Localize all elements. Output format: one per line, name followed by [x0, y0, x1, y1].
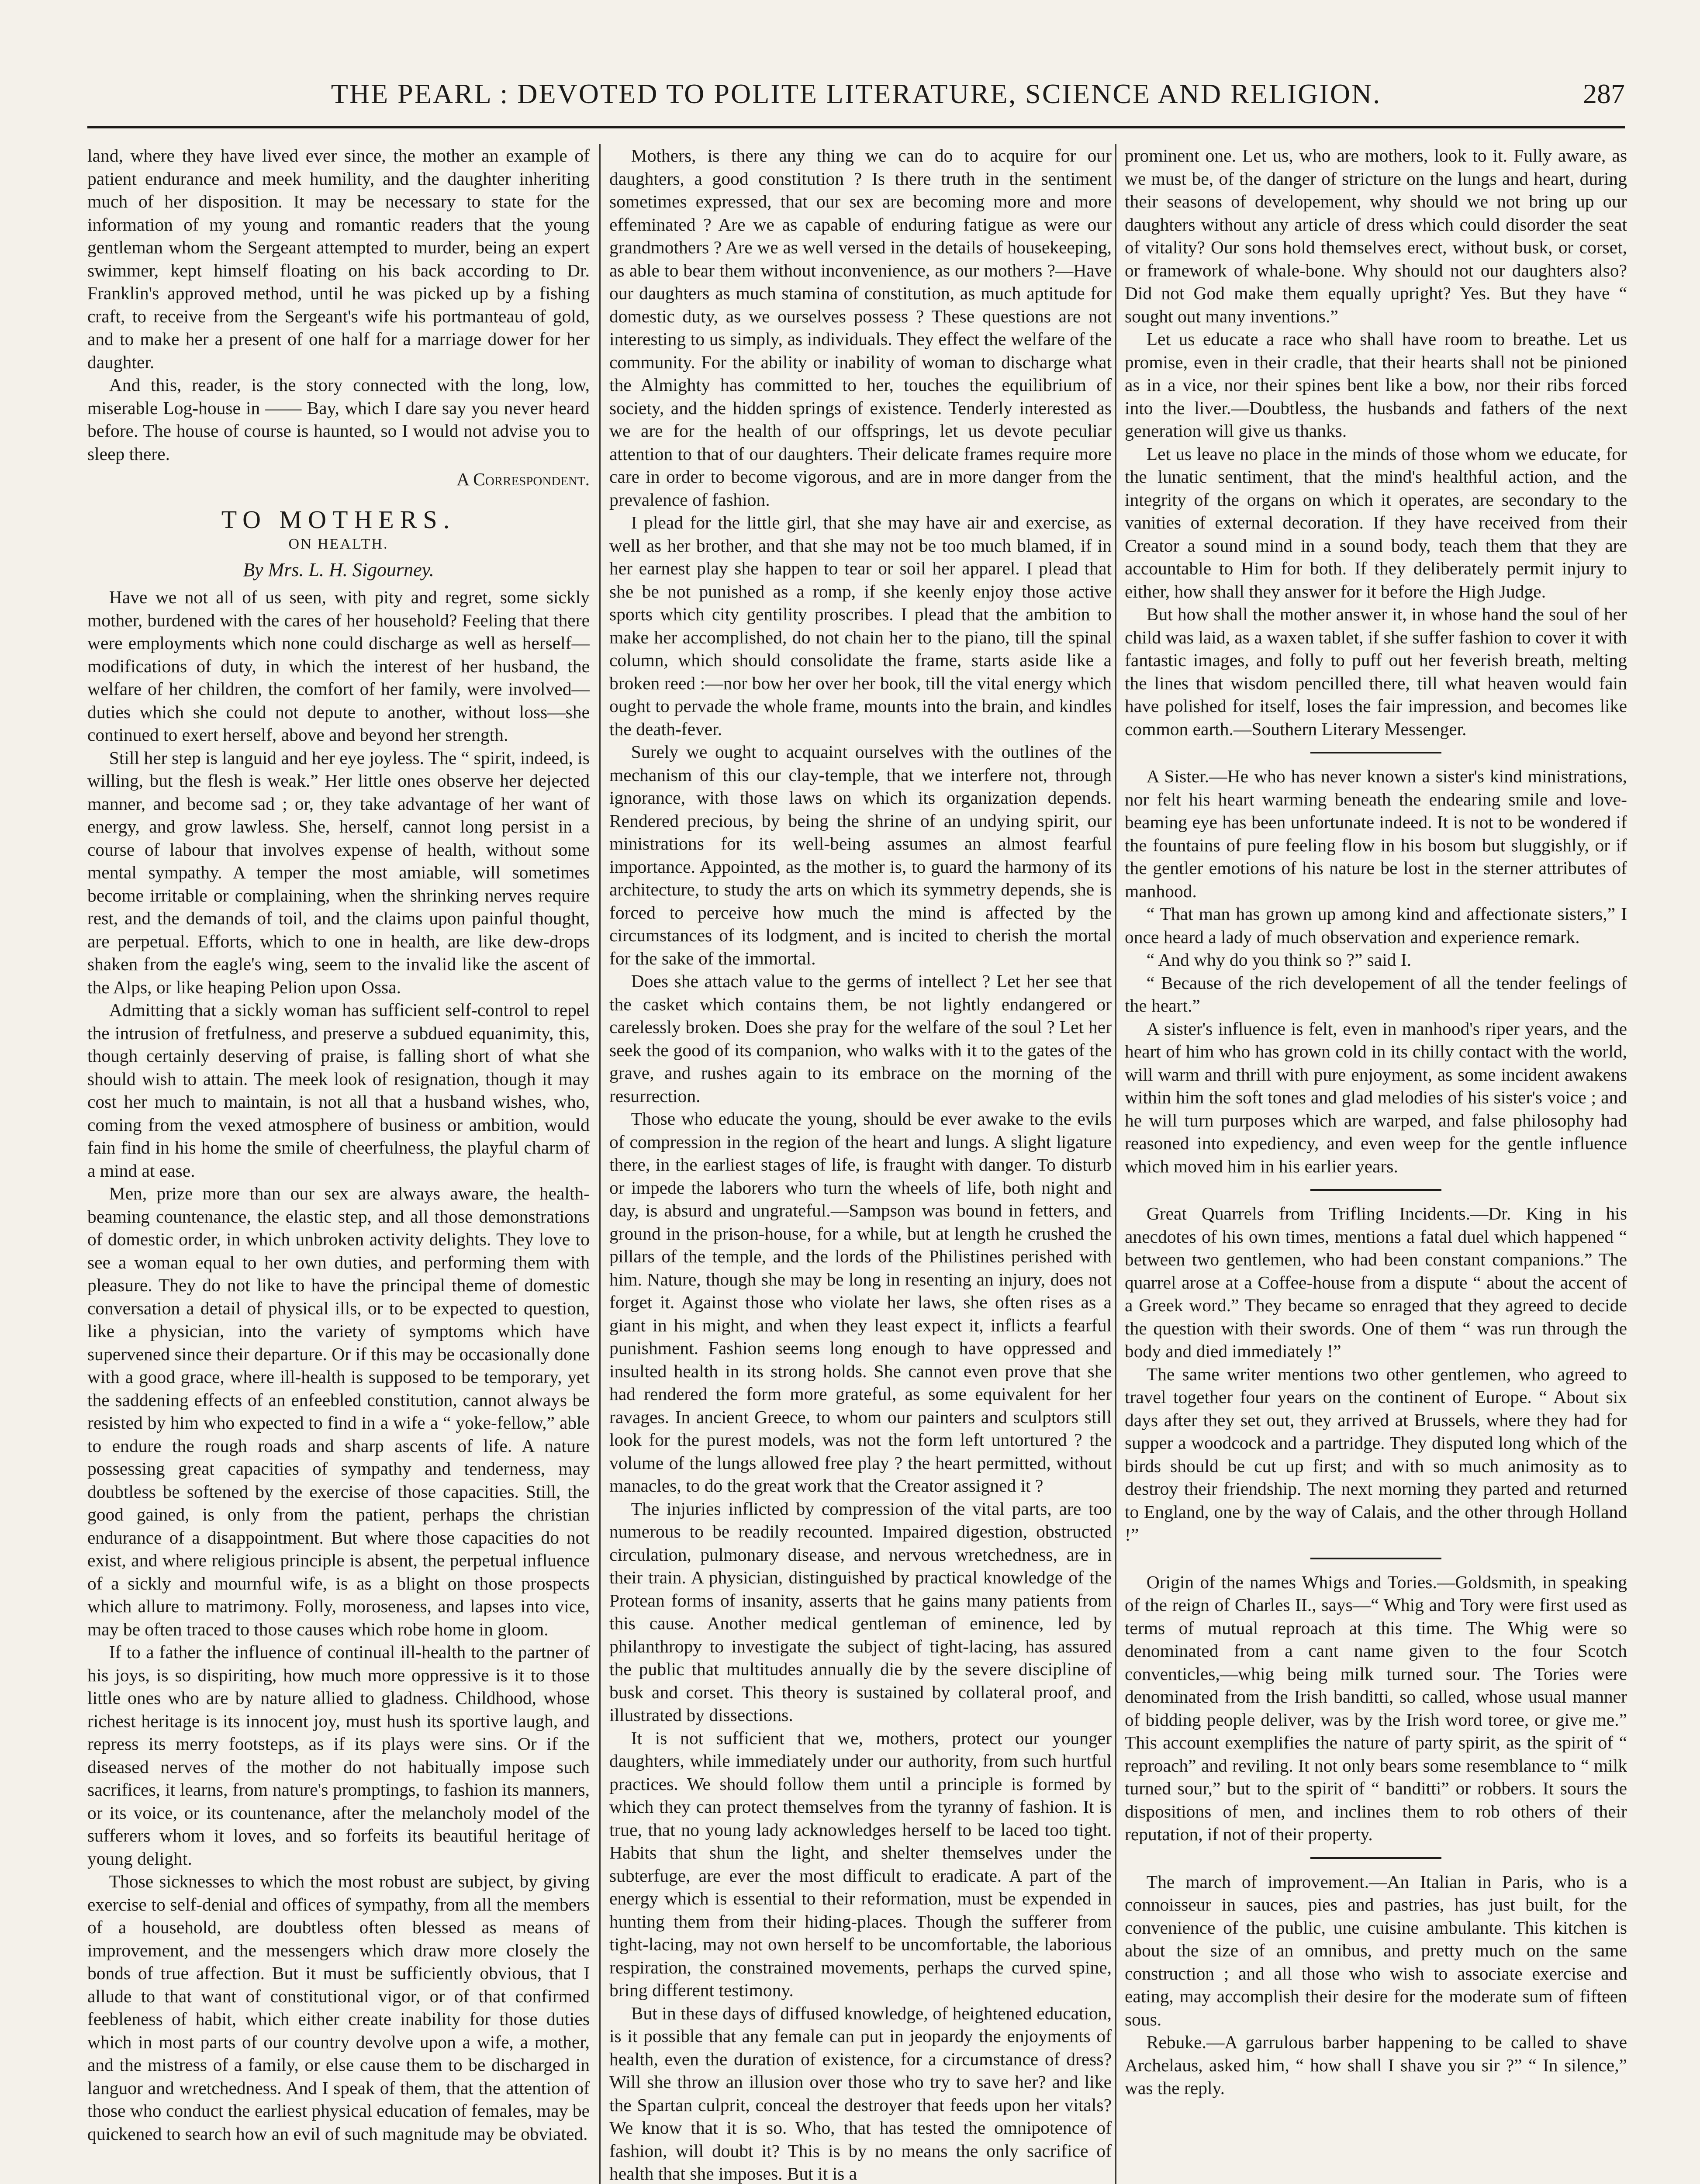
paragraph: Those who educate the young, should be ever awake to the evils of compression in the region of the heart and lungs. A slight ligature there, in the earliest stages of life, is fraught with danger. To disturb or impede the laborers who turn the wheels of life, both night and day, is absurd and ungrateful.—Sampson was bound in fetters, and ground in the prison-house, for a while, but at length he crushed the pillars of the temple, and the lords of the Philistines perished with him. Nature, though she may be long in resenting an injury, does not forget it. Against those who violate her laws, she often rises as a giant in his might, and when they least expect it, inflicts a fearful punishment. Fashion seems long enough to have oppressed and insulted health in its strong holds. She cannot even prove that she had rendered the form more grateful, as some equivalent for her ravages. In ancient Greece, to whom our painters and sculptors still look for the purest models, was not the form left untortured ? the volume of the lungs allowed free play ? the heart permitted, without manacles, to do the great work that the Creator assigned it ?	[609, 1109, 1112, 1496]
article-subheading: ON HEALTH.	[288, 536, 389, 552]
paragraph: The same writer mentions two other gentlemen, who agreed to travel together four years on the continent of Europe. “ About six days after they set out, they arrived at Brussels, where they had for supper a woodcock and a partridge. They disputed long which of the birds should be cut up first; and with so much animosity as to destroy their friendship. The next morning they parted and returned to England, one by the way of Calais, and the other through Holland !”	[1125, 1364, 1627, 1545]
paragraph: land, where they have lived ever since, the mother an example of patient endurance and meek humility, and the daughter inheriting much of her disposition. It may be necessary to state for the information of my young and romantic readers that the young gentleman whom the Sergeant attempted to murder, being an expert swimmer, kept himself floating on his back according to Dr. Franklin's approved method, until he was picked up by a fishing craft, to receive from the Sergeant's wife his portmanteau of gold, and to make her a present of one half for a marriage dower for her daughter.	[87, 145, 590, 372]
paragraph: But how shall the mother answer it, in whose hand the soul of her child was laid, as a waxen tablet, if she suffer fashion to cover it with fantastic images, and folly to puff out her feverish breath, melting the lines that wisdom pencilled there, till what heaven would fain have polished for itself, loses the fair impression, and becomes like common earth.—Southern Literary Messenger.	[1125, 604, 1627, 739]
signature: A Correspondent.	[456, 469, 590, 489]
paragraph: “ And why do you think so ?” said I.	[1146, 950, 1412, 970]
column-divider	[1115, 144, 1116, 2184]
paragraph: Does she attach value to the germs of intellect ? Let her see that the casket which contains them, be not lightly endangered or carelessly broken. Does she pray for the welfare of the soul ? Let her seek the good of its companion, who walks with it to the gates of the grave, and rushes again to its embrace on the morning of the resurrection.	[609, 971, 1112, 1106]
paragraph: It is not sufficient that we, mothers, protect our younger daughters, while immediately under our authority, from such hurtful practices. We should follow them until a principle is formed by which they can protect themselves from the tyranny of fashion. It is true, that no young lady acknowledges herself to be laced too tight. Habits that shun the light, and shelter themselves under the subterfuge, are ever the most difficult to eradicate. A part of the energy which is essential to their reformation, must be expended in hunting them from their hiding-places. Though the sufferer from tight-lacing, may not own herself to be uncomfortable, the laborious respiration, the constrained movements, perhaps the curved spine, bring different testimony.	[609, 1728, 1112, 2000]
paragraph: A sister's influence is felt, even in manhood's riper years, and the heart of him who has grown cold in its chilly contact with the world, will warm and thrill with pure enjoyment, as some incident awakens within him the soft tones and glad melodies of his sister's voice ; and he will turn purposes which are warped, and false philosophy had reasoned into expediency, and even weep for the gentle influence which moved him in his earlier years.	[1125, 1018, 1627, 1176]
paragraph: “ That man has grown up among kind and affectionate sisters,” I once heard a lady of much observation and experience remark.	[1125, 904, 1627, 947]
section-separator	[1310, 1558, 1441, 1559]
header-rule	[87, 126, 1625, 128]
running-head	[87, 78, 1625, 121]
paragraph: Mothers, is there any thing we can do to acquire for our daughters, a good constitution ? Is there truth in the sentiment sometimes expressed, that our sex are becoming more and more effeminated ? Are we as capable of enduring fatigue as were our grandmothers ? Are we as well versed in the details of housekeeping, as able to bear them without inconvenience, as our mothers ?—Have our daughters as much stamina of constitution, as much aptitude for domestic duty, as we ourselves possess ? These questions are not interesting to us simply, as individuals. They effect the welfare of the community. For the ability or inability of woman to discharge what the Almighty has committed to her, touches the equilibrium of society, and the hidden springs of existence. Tenderly interested as we are for the health of our offsprings, let us devote peculiar attention to that of our daughters. Their delicate frames require more care in order to become vigorous, and are in more danger from the prevalence of fashion.	[609, 145, 1112, 510]
paragraph: Have we not all of us seen, with pity and regret, some sickly mother, burdened with the cares of her household? Feeling that there were employments which none could discharge as well as herself—modifications of duty, in which the interest of her husband, the welfare of her children, the comfort of her family, were involved—duties which she could not depute to another, without loss—she continued to exert herself, above and beyond her strength.	[87, 587, 590, 745]
page-number: 287	[1583, 78, 1625, 109]
paragraph: I plead for the little girl, that she may have air and exercise, as well as her brother, and that she may not be too much blamed, if in her earnest play she happen to tear or soil her apparel. I plead that she be not punished as a romp, if she keenly enjoy those active sports which city gentility proscribes. I plead that the ambition to make her accomplished, do not chain her to the piano, till the spinal column, which should consolidate the frame, starts aside like a broken reed :—nor bow her over her book, till the vital energy which ought to pervade the whole frame, mounts into the brain, and kindles the death-fever.	[609, 512, 1112, 739]
paragraph: And this, reader, is the story connected with the long, low, miserable Log-house in —— Bay, which I dare say you never heard before. The house of course is haunted, so I would not advise you to sleep there.	[87, 375, 590, 464]
paragraph: Admitting that a sickly woman has sufficient self-control to repel the intrusion of fretfulness, and preserve a subdued equanimity, this, though certainly deserving of praise, is falling short of what she should wish to attain. The meek look of resignation, though it may cost her much to maintain, is not all that a husband wishes, who, coming from the vexed atmosphere of business or ambition, would fain find in his home the smile of cheerfulness, the playful charm of a mind at ease.	[87, 1000, 590, 1181]
paragraph: If to a father the influence of continual ill-health to the partner of his joys, is so dispiriting, how much more oppressive is it to those little ones who are by nature allied to gladness. Childhood, whose richest heritage is its innocent joy, must hush its sportive laugh, and repress its merry footsteps, as if its plays were sins. Or if the diseased nerves of the mother do not habitually impose such sacrifices, it learns, from nature's promptings, to fashion its manners, or its voice, or its countenance, after the melancholy model of the sufferers whom it loves, and so forfeits its beautiful heritage of young delight.	[87, 1642, 590, 1869]
paragraph: Let us leave no place in the minds of those whom we educate, for the lunatic sentiment, that the mind's healthful action, and the integrity of the organs on which it operates, are secondary to the vanities of external decoration. If they have received from their Creator a sound mind in a sound body, teach them that they are accountable to Him for both. If they deliberately permit injury to either, how shall they answer for it before the High Judge.	[1125, 443, 1627, 601]
paragraph: Great Quarrels from Trifling Incidents.—Dr. King in his anecdotes of his own times, mentions a fatal duel which happened “ between two gentlemen, who had been constant companions.” The quarrel arose at a Coffee-house from a dispute “ about the accent of a Greek word.” They became so enraged that they agreed to decide the question with their swords. One of them “ was run through the body and died immediately !”	[1125, 1203, 1627, 1361]
column-divider	[599, 144, 601, 2184]
column-1	[87, 144, 590, 2184]
column-2	[609, 144, 1112, 2184]
paragraph: Origin of the names Whigs and Tories.—Goldsmith, in speaking of the reign of Charles II., says—“ Whig and Tory were first used as terms of mutual reproach at this time. The Whig were so denominated from a cant name given to the four Scotch conventicles,—whig being milk turned sour. The Tories were denominated from the Irish banditti, so called, whose usual manner of bidding people deliver, was by the Irish word toree, or give me.” This account exemplifies the nature of party spirit, as the spirit of “ reproach” and reviling. It not only bears some resemblance to “ milk turned sour,” but to the spirit of “ banditti” or robbers. It sours the dispositions of men, and inclines them to rob others of their reputation, if not of their property.	[1125, 1572, 1627, 1844]
paragraph: Men, prize more than our sex are always aware, the health-beaming countenance, the elastic step, and all those demonstrations of domestic order, in which unbroken activity delights. They love to see a woman equal to her own duties, and performing them with pleasure. They do not like to have the principal theme of domestic conversation a detail of physical ills, or to be expected to question, like a physician, into the variety of symptoms which have supervened since their departure. Or if this may be occasionally done with a good grace, where ill-health is supposed to be temporary, yet the saddening effects of an enfeebled constitution, cannot always be resisted by him who expected to find in a wife a “ yoke-fellow,” able to endure the rough roads and sharp ascents of life. A nature possessing great capacities of sympathy and tenderness, may doubtless be softened by the exercise of those capacities. Still, the good gained, is only from the patient, perhaps the christian endurance of a disappointment. But where those capacities do not exist, and where religious principle is absent, the perpetual influence of a sickly and mournful wife, is as a blight on those prospects which allure to matrimony. Folly, moroseness, and lapses into vice, may be often traced to those causes which robe home in gloom.	[87, 1183, 590, 1639]
column-3	[1125, 144, 1627, 2184]
paragraph: “ Because of the rich developement of all the tender feelings of the heart.”	[1125, 972, 1627, 1016]
paragraph: The injuries inflicted by compression of the vital parts, are too numerous to be readily recounted. Impaired digestion, obstructed circulation, pulmonary disease, and nervous wretchedness, are in their train. A physician, distinguished by practical knowledge of the Protean forms of insanity, asserts that he gains many patients from this cause. Another medical gentleman of eminence, led by philanthropy to investigate the subject of tight-lacing, has assured the public that multitudes annually die by the severe discipline of busk and corset. This theory is sustained by collateral proof, and illustrated by dissections.	[609, 1498, 1112, 1725]
paragraph: Let us educate a race who shall have room to breathe. Let us promise, even in their cradle, that their hearts shall not be pinioned as in a vice, nor their spines bent like a bow, nor their ribs forced into the liver.—Doubtless, the husbands and fathers of the next generation will give us thanks.	[1125, 329, 1627, 441]
paragraph: But in these days of diffused knowledge, of heightened education, is it possible that any female can put in jeopardy the enjoyments of health, even the duration of existence, for a circumstance of dress? Will she throw an illusion over those who try to save her? and like the Spartan culprit, conceal the destroyer that feeds upon her vitals? We know that it is so. Who, that has tested the omnipotence of fashion, will doubt it? This is by no means the only sacrifice of health that she imposes. But it is a	[609, 2003, 1112, 2184]
section-separator	[1310, 1857, 1441, 1859]
paragraph: Rebuke.—A garrulous barber happening to be called to shave Archelaus, asked him, “ how shall I shave you sir ?” “ In silence,” was the reply.	[1125, 2032, 1627, 2098]
page-title: THE PEARL : DEVOTED TO POLITE LITERATURE, SCIENCE AND RELIGION.	[331, 78, 1382, 109]
paragraph: A Sister.—He who has never known a sister's kind ministrations, nor felt his heart warming beneath the endearing smile and love-beaming eye has been unfortunate indeed. It is not to be wondered if the fountains of pure feeling flow in his bosom but sluggishly, or if the gentler emotions of his nature be lost in the sterner attributes of manhood.	[1125, 766, 1627, 901]
paragraph: Surely we ought to acquaint ourselves with the outlines of the mechanism of this our clay-temple, that we interfere not, through ignorance, with those laws on which its organization depends. Rendered precious, by being the shrine of an undying spirit, our ministrations for its well-being assumes an almost fearful importance. Appointed, as the mother is, to guard the harmony of its architecture, to study the arts on which its symmetry depends, she is forced to perceive how much the mind is affected by the circumstances of its lodgment, and is incited to cherish the mortal for the sake of the immortal.	[609, 742, 1112, 968]
article-heading: TO MOTHERS.	[221, 505, 456, 534]
paragraph: The march of improvement.—An Italian in Paris, who is a connoisseur in sauces, pies and pastries, has just built, for the convenience of the public, une cuisine ambulante. This kitchen is about the size of an omnibus, and pretty much on the same construction ; and all those who wish to associate exercise and eating, may accomplish their desire for the moderate sum of fifteen sous.	[1125, 1871, 1627, 2029]
paragraph: Still her step is languid and her eye joyless. The “ spirit, indeed, is willing, but the flesh is weak.” Her little ones observe her dejected manner, and become sad ; or, they take advantage of her want of energy, and grow lawless. She, herself, cannot long persist in a course of labour that involves expense of health, without some mental sympathy. A temper the most amiable, will sometimes become irritable or complaining, when the shrinking nerves require rest, and the demands of toil, and the claims upon painful thought, are perpetual. Efforts, which to one in health, are like dew-drops shaken from the eagle's wing, seem to the invalid like the ascent of the Alps, or like heaping Pelion upon Ossa.	[87, 747, 590, 997]
section-separator	[1310, 1189, 1441, 1191]
byline: By Mrs. L. H. Sigourney.	[243, 559, 434, 581]
paragraph: Those sicknesses to which the most robust are subject, by giving exercise to self-denial and offices of sympathy, from all the members of a household, are doubtless often blessed as means of improvement, and the messengers which draw more closely the bonds of true affection. But it must be sufficiently obvious, that I allude to that want of constitutional vigor, or of that confirmed feebleness of habit, which either create inability for those duties which in most parts of our country devolve upon a wife, a mother, and the mistress of a family, or else cause them to be discharged in languor and wretchedness. And I speak of them, that the attention of those who conduct the earliest physical education of females, may be quickened to search how an evil of such magnitude may be obviated.	[87, 1871, 590, 2144]
paragraph: prominent one. Let us, who are mothers, look to it. Fully aware, as we must be, of the danger of stricture on the lungs and heart, during their seasons of developement, why should we not bring up our daughters without any article of dress which could disorder the seat of vitality? Our sons hold themselves erect, without busk, or corset, or framework of whale-bone. Why should not our daughters also? Did not God make them equally upright? Yes. But they have “ sought out many inventions.”	[1125, 145, 1627, 326]
section-separator	[1310, 752, 1441, 753]
